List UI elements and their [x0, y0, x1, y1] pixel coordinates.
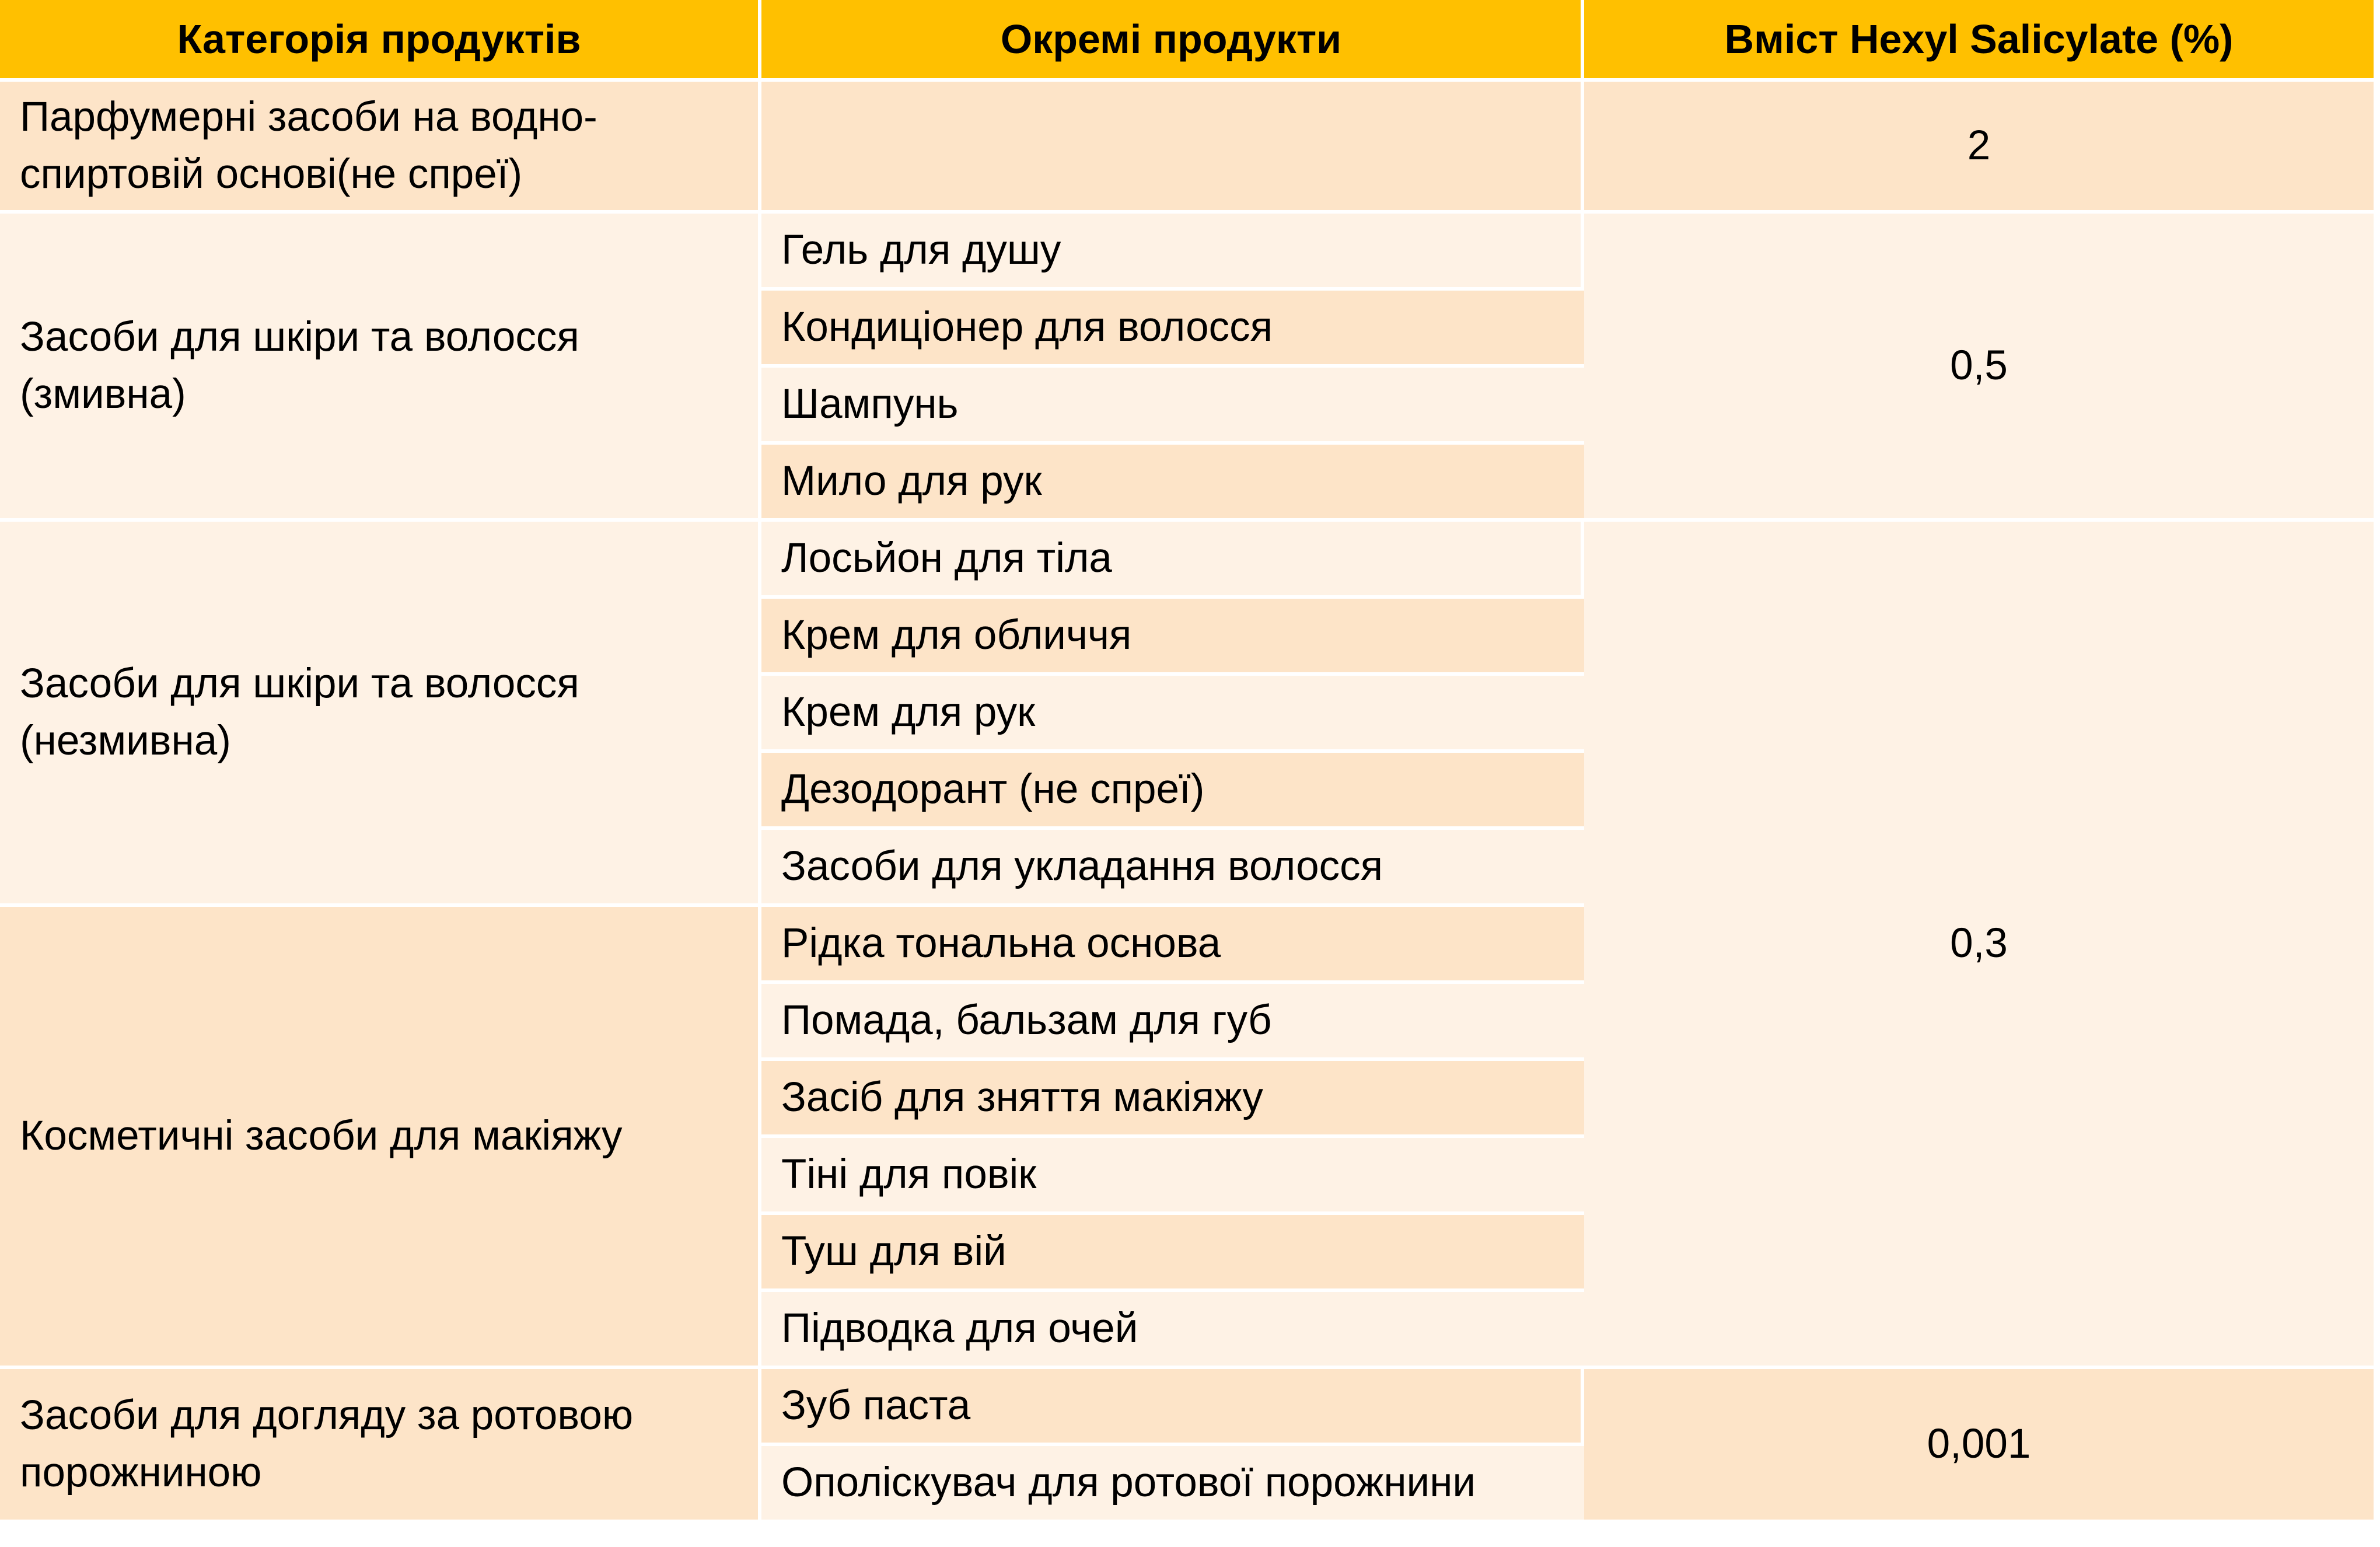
product-cell: Зуб паста [761, 1369, 1584, 1446]
product-cell: Кондиціонер для волосся [761, 291, 1584, 368]
product-cell: Гель для душу [761, 214, 1584, 291]
content-value-cell: 2 [1584, 82, 2374, 214]
product-cell: Мило для рук [761, 445, 1584, 522]
product-cell: Дезодорант (не спреї) [761, 753, 1584, 830]
category-cell: Парфумерні засоби на водно-спиртовій основі(не спреї) [0, 82, 761, 214]
product-cell: Засоби для укладання волосся [761, 830, 1584, 907]
content-value-cell: 0,001 [1584, 1369, 2374, 1523]
header-category: Категорія продуктів [0, 0, 761, 82]
content-value-cell: 0,5 [1584, 214, 2374, 522]
header-products: Окремі продукти [761, 0, 1584, 82]
table-row [0, 82, 2374, 214]
product-cell: Підводка для очей [761, 1292, 1584, 1369]
category-cell: Засоби для догляду за ротовою порожниною [0, 1369, 761, 1523]
product-cell: Крем для рук [761, 676, 1584, 753]
header-content: Вміст Hexyl Salicylate (%) [1584, 0, 2374, 82]
table-row [0, 522, 2374, 599]
product-cell: Тіні для повік [761, 1138, 1584, 1215]
category-cell: Засоби для шкіри та волосся (змивна) [0, 214, 761, 522]
category-cell: Косметичні засоби для макіяжу [0, 907, 761, 1369]
product-cell: Туш для вій [761, 1215, 1584, 1292]
product-cell: Лосьйон для тіла [761, 522, 1584, 599]
table-header-row [0, 0, 2374, 82]
product-cell: Крем для обличчя [761, 599, 1584, 676]
product-cell: Ополіскувач для ротової порожнини [761, 1446, 1584, 1523]
product-cell [761, 82, 1584, 214]
product-cell: Помада, бальзам для губ [761, 984, 1584, 1061]
product-cell: Шампунь [761, 368, 1584, 445]
table-row [0, 214, 2374, 291]
content-value-cell: 0,3 [1584, 522, 2374, 1369]
product-cell: Засіб для зняття макіяжу [761, 1061, 1584, 1138]
category-cell: Засоби для шкіри та волосся (незмивна) [0, 522, 761, 907]
table-row [0, 1369, 2374, 1446]
product-cell: Рідка тональна основа [761, 907, 1584, 984]
